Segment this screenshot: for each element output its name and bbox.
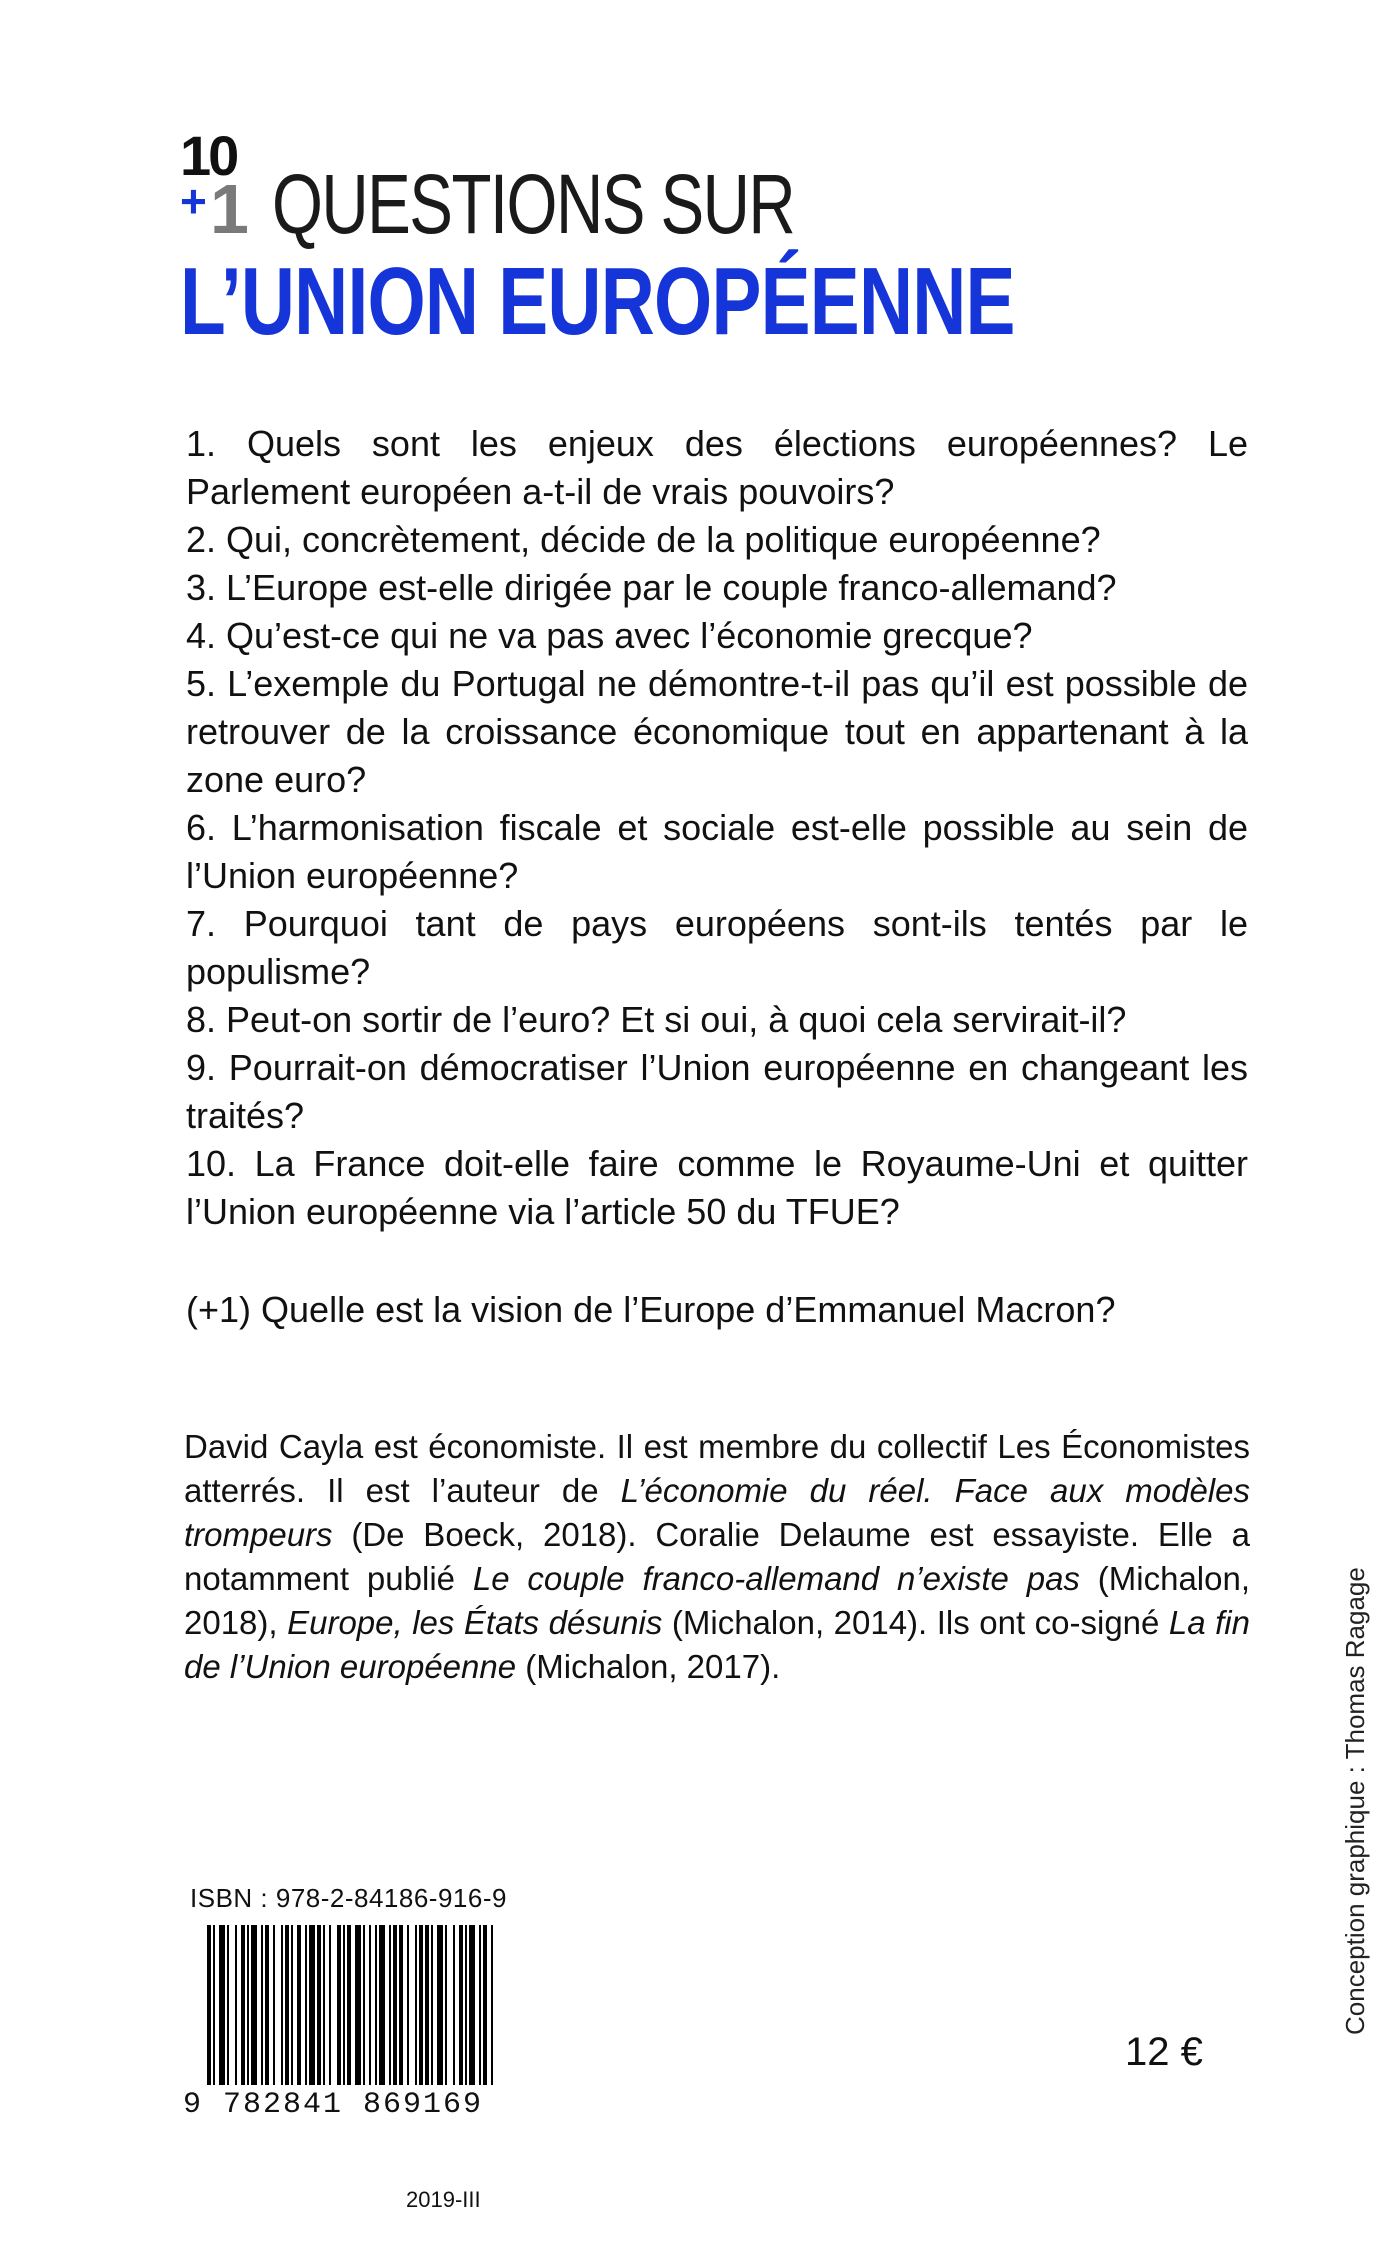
barcode-bar — [261, 1925, 263, 2085]
barcode-bar — [291, 1925, 293, 2085]
barcode-bar — [407, 1925, 409, 2085]
barcode-bar — [213, 1925, 215, 2085]
barcode-bar — [399, 1925, 403, 2085]
barcode-bar — [363, 1925, 365, 2085]
barcode-bar — [375, 1925, 377, 2085]
barcode-bar — [431, 1925, 433, 2085]
barcode-bar — [469, 1925, 475, 2085]
barcode-bar — [323, 1925, 325, 2085]
barcode-bar — [297, 1925, 301, 2085]
bonus-question: (+1) Quelle est la vision de l’Europe d’Emmanuel Macron? — [186, 1289, 1116, 1330]
question-item: 5. L’exemple du Portugal ne démontre-t-il pas qu’il est possible de retrouver de la croissance économique tout en appartenant à la zone euro? — [186, 663, 1248, 800]
title-block — [180, 124, 1180, 368]
barcode-bar — [241, 1925, 245, 2085]
question-item: 10. La France doit-elle faire comme le Royaume-Uni et quitter l’Union européenne via l’article 50 du TFUE? — [186, 1143, 1248, 1232]
barcode-bar — [285, 1925, 289, 2085]
barcode-bar — [425, 1925, 429, 2085]
question-item: 8. Peut-on sortir de l’euro? Et si oui, à quoi cela servirait-il? — [186, 999, 1127, 1040]
bio-text: (Michalon, 2017). — [516, 1648, 781, 1685]
barcode-bar — [309, 1925, 315, 2085]
barcode-bar — [459, 1925, 463, 2085]
barcode-bar — [465, 1925, 467, 2085]
title-plus-sign: + — [180, 175, 207, 227]
barcode-bar — [273, 1925, 275, 2085]
question-list — [186, 420, 1248, 1236]
title-line-union: L’UNION EUROPÉENNE — [180, 248, 1015, 355]
bio-text: (Michalon, 2014). Ils ont co-signé — [662, 1604, 1169, 1641]
title-line-questions: QUESTIONS SUR — [272, 157, 795, 251]
question-item: 3. L’Europe est-elle dirigée par le couple franco-allemand? — [186, 567, 1117, 608]
price: 12 € — [1125, 2030, 1203, 2074]
barcode-bar — [419, 1925, 423, 2085]
barcode-bar — [445, 1925, 447, 2085]
barcode-bar — [453, 1925, 455, 2085]
question-item: 6. L’harmonisation fiscale et sociale est-elle possible au sein de l’Union européenne? — [186, 807, 1248, 896]
barcode-image — [207, 1925, 493, 2105]
barcode-bar — [235, 1925, 237, 2085]
barcode-bar — [305, 1925, 307, 2085]
print-code: 2019-III — [406, 2187, 481, 2212]
barcode-bar — [355, 1925, 361, 2085]
barcode-bar — [369, 1925, 371, 2085]
book-title: L’économie du réel. Face aux modèles trompeurs — [184, 1472, 1250, 1553]
question-item: 1. Quels sont les enjeux des élections européennes? Le Parlement européen a-t-il de vrais pouvoirs? — [186, 423, 1248, 512]
barcode-bar — [491, 1925, 493, 2085]
author-bio — [184, 1425, 1250, 1689]
title-number-ten: 10 — [180, 124, 237, 187]
barcode-bar — [347, 1925, 351, 2085]
book-title: Europe, les États désunis — [287, 1604, 663, 1641]
barcode-bar — [379, 1925, 385, 2085]
barcode-bar — [389, 1925, 391, 2085]
barcode-bar — [483, 1925, 487, 2085]
barcode-bar — [247, 1925, 249, 2085]
barcode-digits: 9 782841 869169 — [183, 2088, 484, 2122]
bio-text: (Michalon, 2018), — [184, 1560, 1251, 1641]
design-credit: Conception graphique : Thomas Ragage — [1340, 1567, 1370, 2035]
book-title: Le couple franco-allemand n’existe pas — [472, 1560, 1080, 1597]
question-item: 4. Qu’est-ce qui ne va pas avec l’économie grecque? — [186, 615, 1033, 656]
book-title: La fin de l’Union européenne — [184, 1604, 1250, 1685]
barcode-bar — [317, 1925, 321, 2085]
barcode-bar — [393, 1925, 397, 2085]
barcode-bar — [479, 1925, 481, 2085]
question-item: 2. Qui, concrètement, décide de la politique européenne? — [186, 519, 1101, 560]
barcode-bar — [337, 1925, 341, 2085]
barcode-bar — [251, 1925, 257, 2085]
barcode-bar — [227, 1925, 229, 2085]
bio-text: (De Boeck, 2018). Coralie Delaume est essayiste. Elle a notamment publié — [184, 1516, 1250, 1597]
barcode-bar — [437, 1925, 443, 2085]
barcode-bar — [219, 1925, 225, 2085]
title-number-one: 1 — [210, 170, 249, 248]
bio-text: David Cayla est économiste. Il est membre du collectif Les Économistes atterrés. Il est l’auteur de — [184, 1428, 1250, 1509]
barcode-bar — [281, 1925, 283, 2085]
barcode-bar — [343, 1925, 345, 2085]
isbn-label: ISBN : 978-2-84186-916-9 — [190, 1883, 507, 1913]
barcode-bar — [415, 1925, 417, 2085]
barcode-bar — [329, 1925, 331, 2085]
question-item: 7. Pourquoi tant de pays européens sont-ils tentés par le populisme? — [186, 903, 1248, 992]
barcode-bar — [265, 1925, 269, 2085]
question-item: 9. Pourrait-on démocratiser l’Union européenne en changeant les traités? — [186, 1047, 1248, 1136]
barcode-bar — [207, 1925, 211, 2085]
